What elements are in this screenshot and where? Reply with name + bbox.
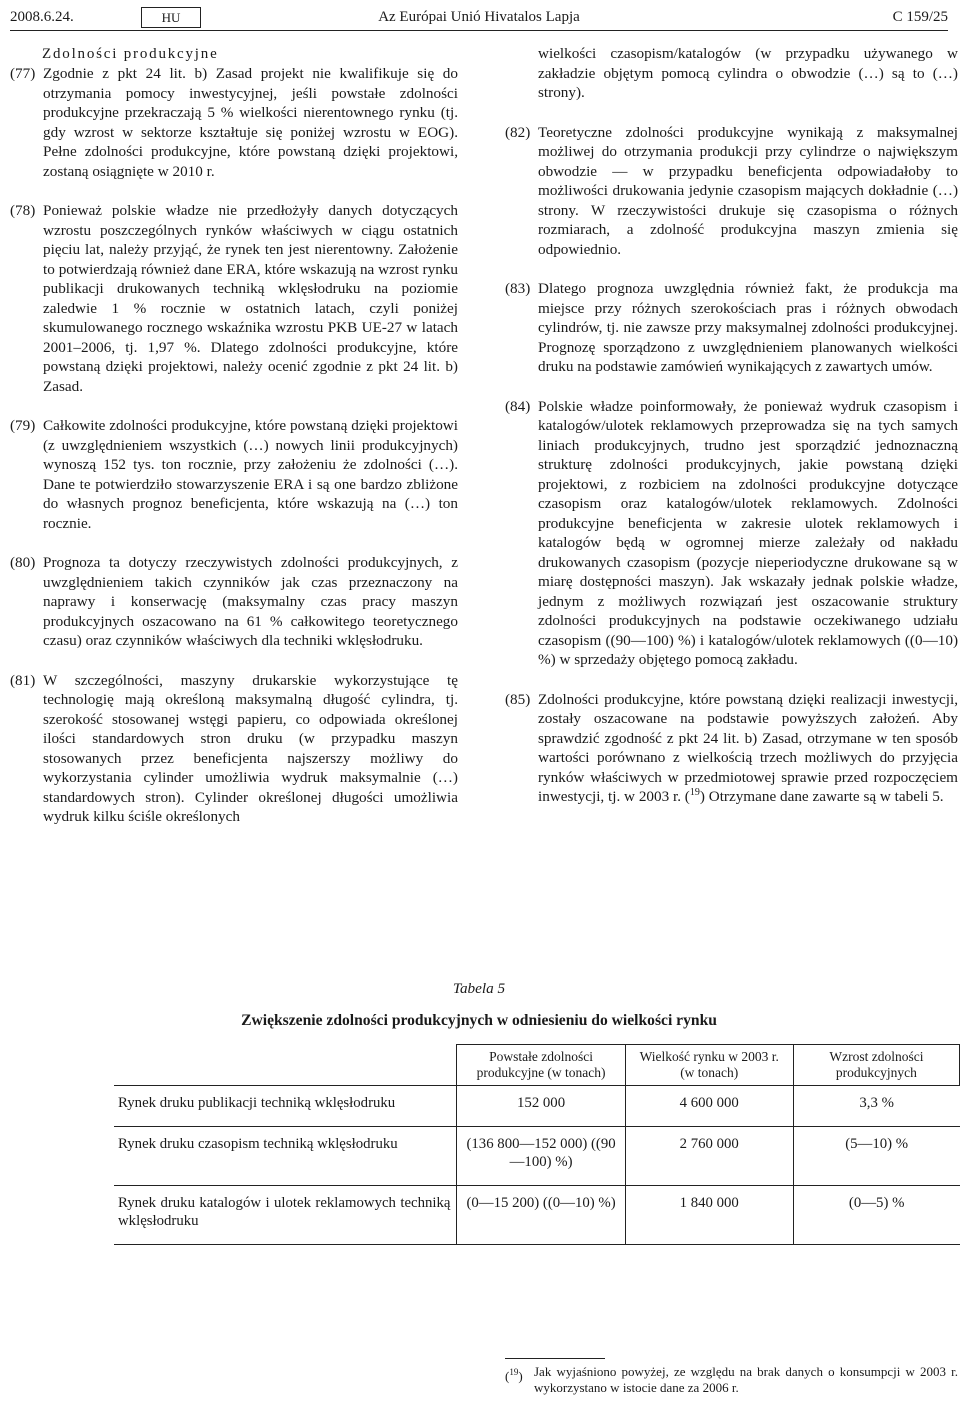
paragraph-number: (84) <box>505 397 531 415</box>
paragraph-81-continuation: wielkości czasopism/katalogów (w przypadku używanego w zakładzie objętym pomocą cylindra o obwodzie (…) są to (…) strony). <box>538 45 958 101</box>
table-cell: (136 800—152 000) ((90—100) %) <box>457 1127 625 1186</box>
table-cell: (5—10) % <box>793 1127 959 1186</box>
table-header-cell: Wzrost zdolności produkcyjnych <box>793 1045 959 1086</box>
table-row-label: Rynek druku czasopism techniką wklęsłodruku <box>114 1127 457 1186</box>
paragraph-text: Zgodnie z pkt 24 lit. b) Zasad projekt nie kwalifikuje się do otrzymania pomocy inwestycyjnej, jeśli powstałe zdolności produkcyjne przekraczają 5 % wielkości nierentownego rynku (tj. gdy wzrost w sektorze kształtuje się poniżej wzrostu w EOG). Pełne zdolności produkcyjne, które powstaną dzięki projektowi, zostaną osiągnięte w 2010 r. <box>43 65 458 180</box>
footnote-text: Jak wyjaśniono powyżej, ze względu na brak danych o konsumpcji w 2003 r. wykorzystano w istocie dane za 2006 r. <box>534 1364 958 1395</box>
footnote-reference[interactable]: 19 <box>689 786 700 798</box>
paragraph-text-part: ) Otrzymane dane zawarte są w tabeli 5. <box>699 788 944 805</box>
table-title: Zwiększenie zdolności produkcyjnych w odniesieniu do wielkości rynku <box>241 1012 717 1029</box>
paragraph-78 <box>10 201 458 396</box>
right-column <box>505 44 958 827</box>
table-row <box>114 1186 960 1245</box>
footnote-rule <box>505 1358 605 1359</box>
paragraph-number: (78) <box>10 202 36 219</box>
table-header-blank <box>114 1045 457 1086</box>
paragraph-text-part: Zdolności produkcyjne, które powstaną dzięki realizacji inwestycji, zostały oszacowane na podstawie powyższych założeń. Aby sprawdzić zgodność z pkt 24 lit. b) Zasad, otrzymane w ten sposób wartości porównano z wielkością trzech możliwych do przyjęcia rynków właściwych w przedmiotowej sprawie przed rozpoczęciem inwestycji, tj. w 2003 r. ( <box>538 690 958 805</box>
paragraph-77 <box>10 64 458 181</box>
paragraph-text: Prognoza ta dotyczy rzeczywistych zdolności produkcyjnych, z uwzględnieniem takich czynników jak czas przeznaczony na naprawy i konserwację (maksymalny czas pracy maszyn produkcyjnych oszacowano na 61 % całkowitego teoretycznego czasu) oraz czynników właściwych dla techniki wklęsłodruku. <box>43 554 458 649</box>
paragraph-text <box>538 690 958 807</box>
paragraph-text: W szczególności, maszyny drukarskie wykorzystujące tę technologię mają określoną maksymalną długość cylindra, tj. szerokość stosowanej wstęgi papieru, co odpowiada określonej ilości standardowych stron druku (w przypadku maszyn stosowanych przez beneficjenta najszerszy możliwy do wykorzystania cylinder umożliwia wydruk maksymalnie (…) standardowych stron). Cylinder określonej długości umożliwia wydruk kilku ściśle określonych <box>43 671 458 825</box>
paragraph-number: (83) <box>505 280 531 297</box>
table-header-row <box>114 1045 960 1086</box>
paragraph-number: (79) <box>10 417 36 434</box>
table-cell: 2 760 000 <box>625 1127 793 1186</box>
table-caption: Tabela 5 <box>452 980 506 997</box>
paragraph-number: (80) <box>10 554 36 571</box>
table-cell: 1 840 000 <box>625 1186 793 1245</box>
paragraph-82 <box>505 123 958 260</box>
footnote-number-value: 19 <box>509 1367 519 1377</box>
paragraph-text: Ponieważ polskie władze nie przedłożyły danych dotyczących wzrostu poszczególnych rynków właściwych w ciągu ostatnich pięciu lat, należy przyjąć, że rynek ten jest nierentowny. Założenie to potwierdzają również dane ERA, które wskazują na wzrost rynku publikacji drukowanych techniką wklęsłodruku na poziomie zaledwie 1 % rocznie w ostatnich latach, czyli poniżej skumulowanego rocznego wskaźnika wzrostu PKB UE-27 w latach 2001–2006, tj. 1,97 %. Dlatego zdolności produkcyjne, które powstaną dzięki projektowi, należy ocenić zgodnie z pkt 24 lit. b) Zasad. <box>43 202 458 395</box>
journal-title: Az Európai Unió Hivatalos Lapja <box>378 9 580 25</box>
paragraph-number: (85) <box>505 690 531 708</box>
paragraph-number: (77) <box>10 65 36 82</box>
page-number: C 159/25 <box>892 9 948 25</box>
paragraph-number: (81) <box>10 671 36 689</box>
footnote <box>505 1364 958 1396</box>
paragraph-83 <box>505 279 958 377</box>
table-row-label: Rynek druku katalogów i ulotek reklamowych techniką wklęsłodruku <box>114 1186 457 1245</box>
left-column <box>10 44 458 847</box>
table-cell: (0—15 200) ((0—10) %) <box>457 1186 625 1245</box>
table-row <box>114 1127 960 1186</box>
paragraph-text: Teoretyczne zdolności produkcyjne wynikają z maksymalnej możliwej do otrzymania produkcji przy cylindrze o największym obwodzie — w przypadku beneficjenta odpowiadałoby to możliwości drukowania jedynie czasopism mających dokładnie (…) strony. W rzeczywistości drukuje się czasopisma o różnych rozmiarach, a zdolność produkcyjna maszyn zmienia się odpowiednio. <box>538 123 958 258</box>
table-cell: 4 600 000 <box>625 1086 793 1127</box>
section-heading: Zdolności produkcyjne <box>42 46 219 62</box>
paragraph-79 <box>10 416 458 533</box>
paragraph-80 <box>10 553 458 651</box>
paragraph-text: Całkowite zdolności produkcyjne, które powstaną dzięki projektowi (z uwzględnieniem wszystkich (…) nowych linii produkcyjnych) wynoszą 152 tys. ton rocznie, przy założeniu że zdolności (…). Dane te potwierdziło stowarzyszenie ERA i są one bardzo zbliżone do własnych prognoz beneficjenta, które wskazują na (…) ton rocznie. <box>43 417 458 532</box>
table-row-label: Rynek druku publikacji techniką wklęsłodruku <box>114 1086 457 1127</box>
footnote-number: ($^{19}$) <box>505 1367 523 1384</box>
table-header-cell: Wielkość rynku w 2003 r. (w tonach) <box>625 1045 793 1086</box>
paragraph-84 <box>505 397 958 670</box>
paragraph-85 <box>505 690 958 807</box>
paragraph-81 <box>10 671 458 827</box>
language-code-box: HU <box>141 7 201 28</box>
header-rule <box>10 30 948 31</box>
table-cell: (0—5) % <box>793 1186 959 1245</box>
table-row <box>114 1086 960 1127</box>
capacity-table <box>114 1044 960 1245</box>
paragraph-number: (82) <box>505 123 531 141</box>
paragraph-text: Polskie władze poinformowały, że ponieważ wydruk czasopism i katalogów/ulotek reklamowych przeprowadza się na tych samych liniach produkcyjnych, trudno jest sporządzić jednoznaczną strukturę zdolności produkcyjnych, jakie powstaną dzięki projektowi, z rozbiciem na zdolności produkcyjne dotyczące czasopism oraz katalogów/ulotek reklamowych. Zdolności produkcyjne beneficjenta w zakresie ulotek reklamowych i katalogów będą w ogromnej mierze zależały od nakładu drukowanych czasopism (pozycje nieperiodyczne drukowane są w miarę dostępności maszyn). Jak wskazały jednak polskie władze, jednym z możliwych rozwiązań jest oszacowanie struktury zdolności produkcyjnych na podstawie oczekiwanego udziału czasopism ((90—100) %) i katalogów/ulotek reklamowych ((0—10) %) w sprzedaży objętego pomocą zakładu. <box>538 397 958 668</box>
publication-date: 2008.6.24. <box>10 9 74 25</box>
paragraph-text: Dlatego prognoza uwzględnia również fakt, że produkcja ma miejsce przy różnych szerokościach pras i różnych obwodach cylindrów, tj. nie zawsze przy maksymalnej zdolności produkcyjnej. Prognozę sporządzono z uwzględnieniem planowanych wielkości druku na podstawie zamówień wynikających z zawartych umów. <box>538 280 958 375</box>
table-header-cell: Powstałe zdolności produkcyjne (w tonach) <box>457 1045 625 1086</box>
table-cell: 152 000 <box>457 1086 625 1127</box>
page-header <box>10 6 948 28</box>
table-cell: 3,3 % <box>793 1086 959 1127</box>
